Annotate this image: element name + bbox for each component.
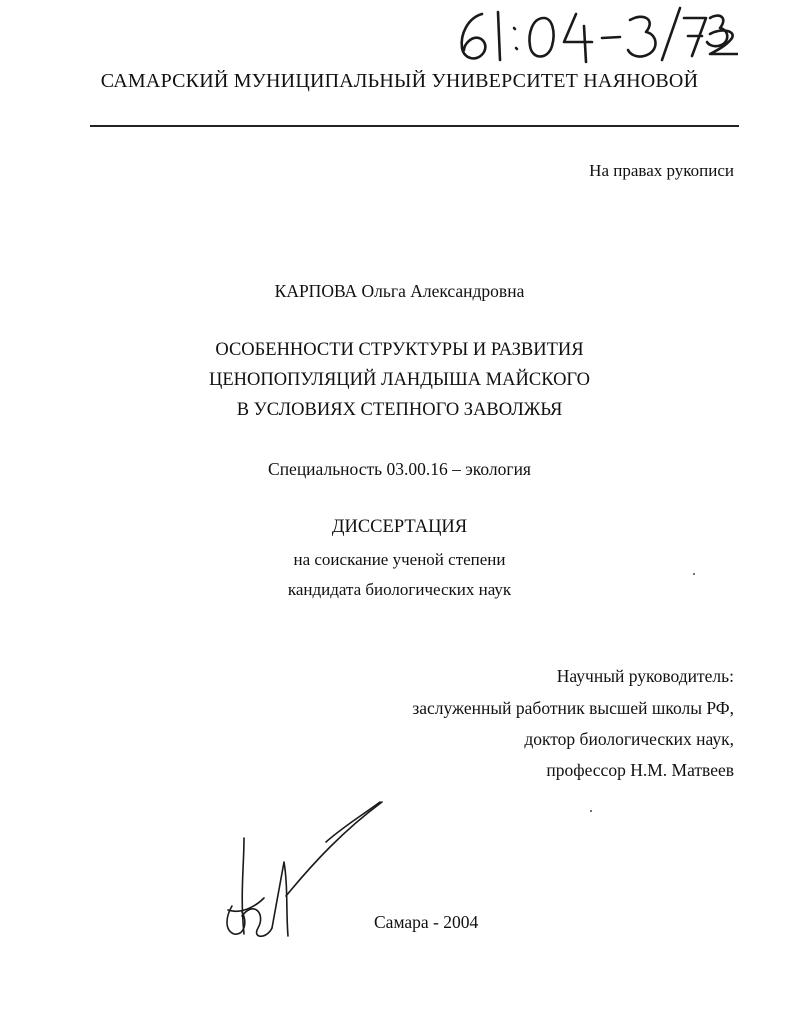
degree-line-2: кандидата биологических наук (287, 580, 512, 599)
title-line-2: ЦЕНОПОПУЛЯЦИЙ ЛАНДЫША МАЙСКОГО (208, 370, 591, 390)
manuscript-note: На правах рукописи (589, 161, 734, 180)
supervisor-heading: Научный руководитель: (556, 666, 734, 686)
author-signature (214, 796, 394, 946)
archive-code-handwritten (448, 4, 738, 66)
supervisor-name: профессор Н.М. Матвеев (546, 760, 734, 780)
header-divider (90, 125, 739, 127)
signature-scribble (214, 796, 394, 946)
degree-line-1: на соискание ученой степени (293, 550, 506, 569)
title-line-3: В УСЛОВИЯХ СТЕПНОГО ЗАВОЛЖЬЯ (236, 400, 563, 420)
university-name: САМАРСКИЙ МУНИЦИПАЛЬНЫЙ УНИВЕРСИТЕТ НАЯНОВОЙ (100, 70, 699, 92)
supervisor-title: заслуженный работник высшей школы РФ, (412, 698, 734, 718)
scan-speck (693, 573, 695, 575)
author-name: КАРПОВА Ольга Александровна (274, 281, 525, 301)
work-type: ДИССЕРТАЦИЯ (331, 517, 468, 537)
archive-code-handwriting (448, 4, 738, 66)
scan-speck (590, 810, 592, 812)
specialty: Специальность 03.00.16 – экология (268, 459, 531, 479)
supervisor-degree: доктор биологических наук, (524, 729, 734, 749)
title-line-1: ОСОБЕННОСТИ СТРУКТУРЫ И РАЗВИТИЯ (215, 340, 584, 360)
city-year: Самара - 2004 (374, 912, 479, 932)
